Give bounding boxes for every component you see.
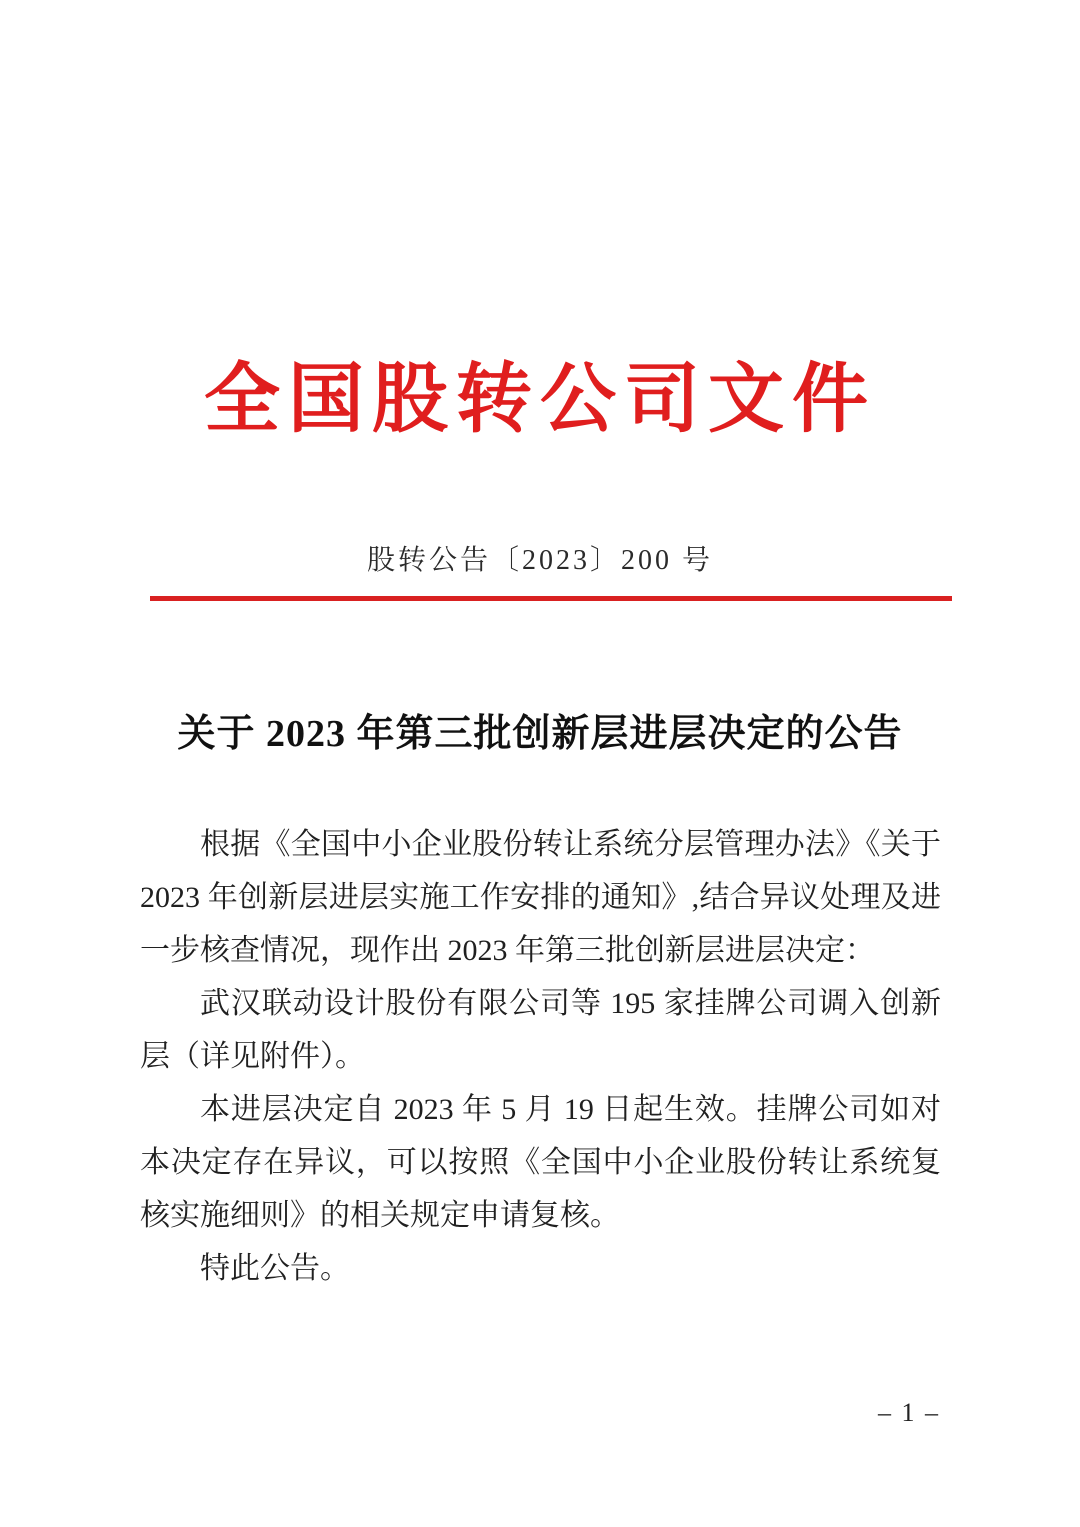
agency-masthead: 全国股转公司文件 — [204, 358, 876, 442]
body-paragraph: 特此公告。 — [200, 1252, 350, 1285]
red-divider-line — [150, 596, 952, 601]
document-body — [140, 818, 941, 1295]
page-number: – 1 – — [878, 1398, 940, 1427]
body-paragraph: 本进层决定自 2023 年 5 月 19 日起生效。挂牌公司如对本决定存在异议，可以按照《全国中小企业股份转让系统复核实施细则》的相关规定申请复核。 — [140, 1093, 941, 1232]
document-title: 关于 2023 年第三批创新层进层决定的公告 — [177, 713, 903, 755]
body-paragraph: 根据《全国中小企业股份转让系统分层管理办法》《关于 2023 年创新层进层实施工作安排的通知》,结合异议处理及进一步核查情况，现作出 2023 年第三批创新层进层决定： — [140, 828, 941, 967]
body-paragraph: 武汉联动设计股份有限公司等 195 家挂牌公司调入创新层（详见附件）。 — [140, 987, 941, 1073]
document-number: 股转公告〔2023〕200 号 — [366, 545, 713, 576]
